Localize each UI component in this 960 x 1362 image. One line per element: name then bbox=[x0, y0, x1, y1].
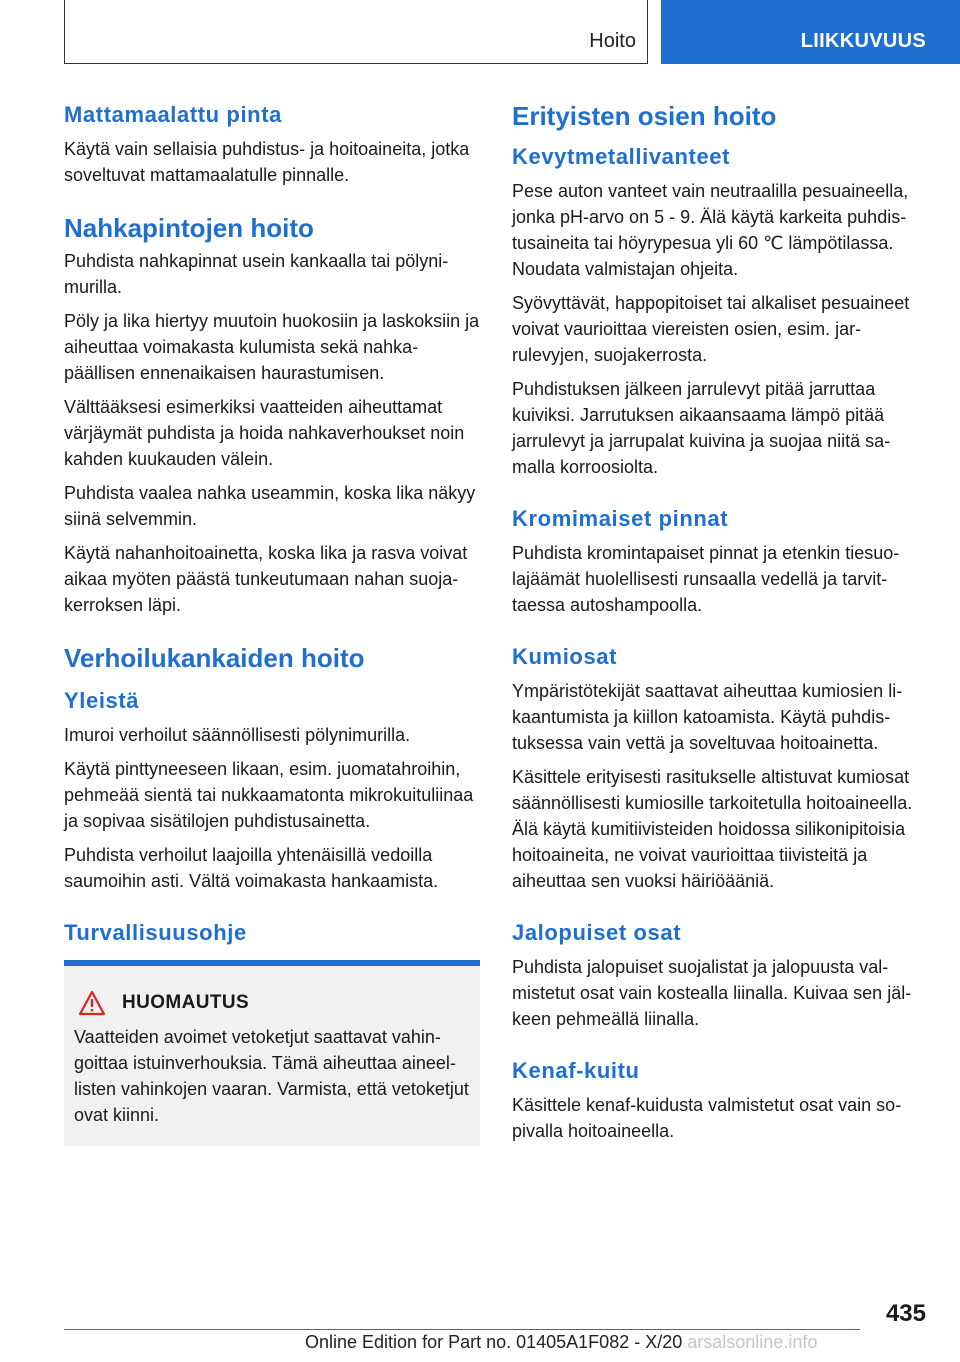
paragraph: Käytä pinttyneeseen likaan, esim. juomatahroihin, pehmeää sientä tai nukkaamatonta mikrokuituliinaa ja sopivaa sisätilojen puhdistusainetta. bbox=[64, 759, 474, 831]
edition-text: Online Edition for Part no. 01405A1F082 - X/20 bbox=[305, 1332, 683, 1352]
heading-alloy-wheels: Kevytmetallivanteet bbox=[512, 144, 731, 169]
paragraph: Käsittele kenaf-kuidusta valmistetut osat vain sopivalla hoitoaineella. bbox=[512, 1095, 902, 1141]
paragraph: Puhdista nahkapinnat usein kankaalla tai pölynimurilla. bbox=[64, 251, 449, 297]
footer-divider bbox=[64, 1329, 860, 1330]
chapter-tab[interactable] bbox=[661, 0, 960, 64]
heading-general: Yleistä bbox=[64, 688, 140, 713]
paragraph: Käsittele erityisesti rasitukselle altistuvat kumiosat säännöllisesti kumiosille tarkoitetulla hoitoaineella. Älä käytä kumitiivisteiden hoidossa silikonipitoisia hoitoaineita, ne voivat vaurioittaa tiivisteitä ja aiheuttaa sen vuoksi häiriöääniä. bbox=[512, 767, 913, 891]
right-column bbox=[512, 100, 924, 1152]
heading-safety-note: Turvallisuusohje bbox=[64, 920, 247, 945]
paragraph: Käytä nahanhoitoainetta, koska lika ja rasva voivat aikaa myöten päästä tunkeutumaan nahan suojakerroksen läpi. bbox=[64, 543, 468, 615]
warning-triangle-icon bbox=[78, 990, 106, 1016]
watermark-text: arsalsonline.info bbox=[687, 1332, 818, 1352]
heading-upholstery-care: Verhoilukankaiden hoito bbox=[64, 643, 365, 673]
heading-rubber-parts: Kumiosat bbox=[512, 644, 618, 669]
warning-box bbox=[64, 960, 480, 1146]
heading-chrome-surfaces: Kromimaiset pinnat bbox=[512, 506, 729, 531]
left-column bbox=[64, 100, 480, 1146]
page-number: 435 bbox=[885, 1300, 926, 1327]
section-title: Hoito bbox=[589, 30, 636, 52]
chapter-label: LIIKKUVUUS bbox=[800, 30, 926, 52]
heading-kenaf-fiber: Kenaf-kuitu bbox=[512, 1058, 640, 1083]
heading-matte-paint: Mattamaalattu pinta bbox=[64, 102, 282, 127]
warning-title: HUOMAUTUS bbox=[122, 992, 250, 1013]
header-frame bbox=[64, 0, 648, 64]
paragraph: Puhdistuksen jälkeen jarrulevyt pitää jarruttaa kuiviksi. Jarrutuksen aikaansaama lämpö pitää jarrulevyt ja jarrupalat kuivina ja suojaa niitä samalla korroosiolta. bbox=[512, 379, 891, 477]
heading-leather-care: Nahkapintojen hoito bbox=[64, 213, 314, 243]
footer-text bbox=[305, 1332, 817, 1353]
warning-text: Vaatteiden avoimet vetoketjut saattavat vahingoittaa istuinverhouksia. Tämä aiheuttaa aineellisten vahinkojen vaaran. Varmista, että vetoketjut ovat kiinni. bbox=[74, 1027, 469, 1125]
paragraph: Imuroi verhoilut säännöllisesti pölynimurilla. bbox=[64, 725, 411, 745]
paragraph: Pese auton vanteet vain neutraalilla pesuaineella, jonka pH-arvo on 5 - 9. Älä käytä karkeita puhdistusaineita tai höyrypesua yli 60 ℃ lämpötilassa. Noudata valmistajan ohjeita. bbox=[512, 181, 909, 279]
paragraph: Käytä vain sellaisia puhdistus- ja hoitoaineita, jotka soveltuvat mattamaalatulle pinnalle. bbox=[64, 139, 470, 185]
paragraph: Puhdista kromintapaiset pinnat ja etenkin tiesuolajäämät huolellisesti runsaalla vedellä ja tarvittaessa autoshampoolla. bbox=[512, 543, 900, 615]
paragraph: Puhdista vaalea nahka useammin, koska lika näkyy siinä selvemmin. bbox=[64, 483, 476, 529]
paragraph: Ympäristötekijät saattavat aiheuttaa kumiosien likaantumista ja kiillon katoamista. Käytä puhdistuksessa vain vettä ja soveltuvaa hoitoainetta. bbox=[512, 681, 903, 753]
paragraph: Pöly ja lika hiertyy muutoin huokosiin ja laskoksiin ja aiheuttaa voimakasta kulumista sekä nahkapäällisen ennenaikaisen haurastumisen. bbox=[64, 311, 480, 383]
paragraph: Puhdista verhoilut laajoilla yhtenäisillä vedoilla saumoihin asti. Vältä voimakasta hankaamista. bbox=[64, 845, 439, 891]
paragraph: Syövyttävät, happopitoiset tai alkaliset pesuaineet voivat vaurioittaa viereisten osien, esim. jarrulevyjen, suojakerrosta. bbox=[512, 293, 910, 365]
heading-special-parts-care: Erityisten osien hoito bbox=[512, 101, 777, 131]
paragraph: Puhdista jalopuiset suojalistat ja jalopuusta valmistetut osat vain kostealla liinalla. Kuivaa sen jälkeen pehmeällä liinalla. bbox=[512, 957, 912, 1029]
heading-fine-wood: Jalopuiset osat bbox=[512, 920, 682, 945]
paragraph: Välttääksesi esimerkiksi vaatteiden aiheuttamat värjäymät puhdista ja hoida nahkaverhoukset noin kahden kuukauden välein. bbox=[64, 397, 465, 469]
